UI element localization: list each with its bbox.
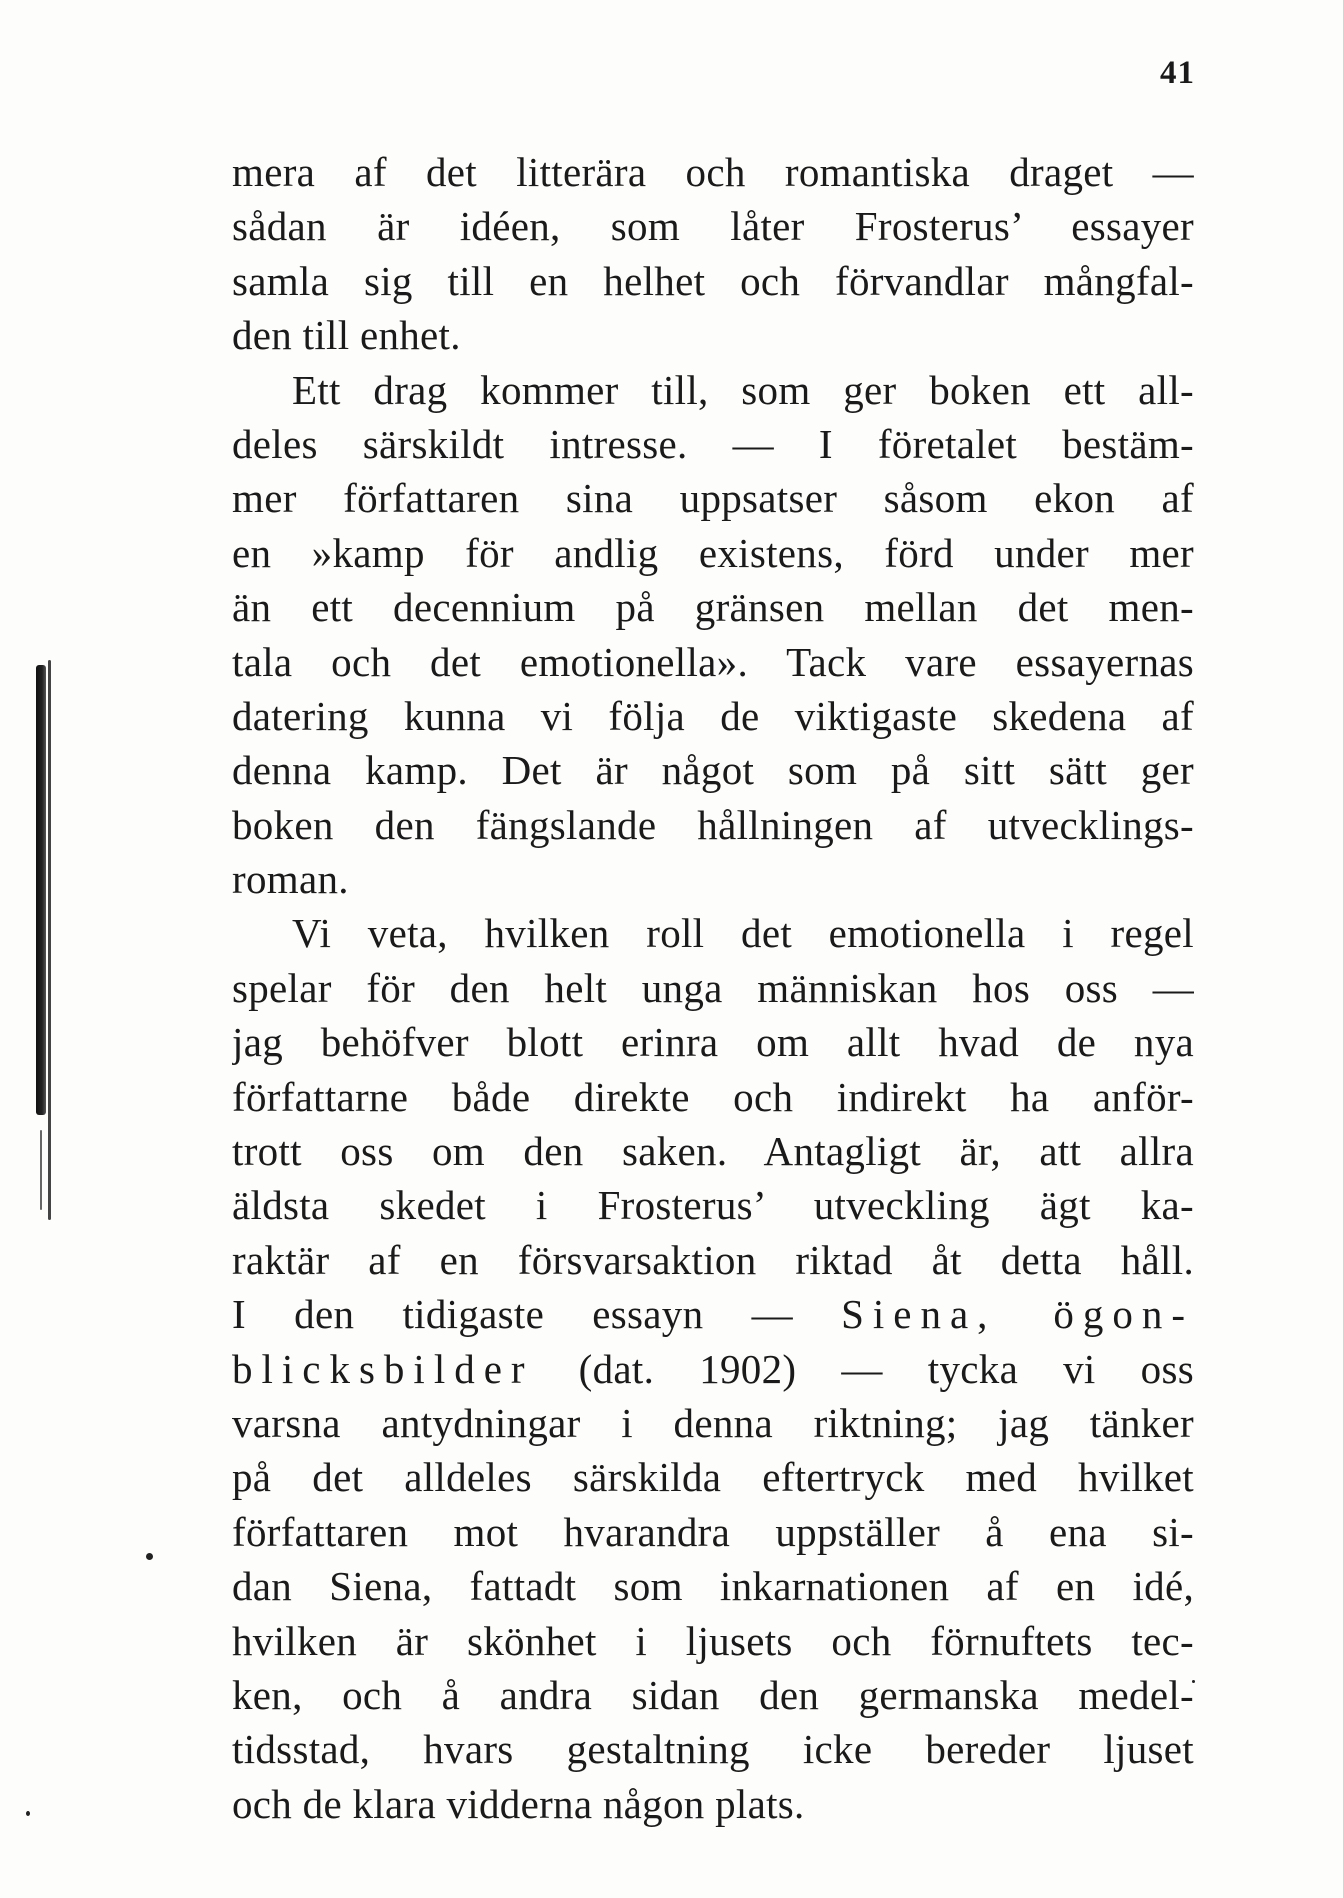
- binding-shadow-tick: [40, 1130, 42, 1210]
- text-line: hvilken är skönhet i ljusets och förnuftets tec-: [232, 1617, 1194, 1664]
- text-line: och de klara vidderna någon plats.: [232, 1780, 805, 1827]
- body-text: [232, 145, 1194, 1831]
- page-number: 41: [1160, 55, 1195, 91]
- text-line: datering kunna vi följa de viktigaste skedena af: [232, 692, 1194, 739]
- text-line: mer författaren sina uppsatser såsom ekon af: [232, 475, 1194, 522]
- spaced-title: blicksbilder: [232, 1345, 534, 1392]
- text-line: tala och det emotionella». Tack vare essayernas: [232, 638, 1194, 685]
- spaced-title: Siena, ögon-: [841, 1291, 1194, 1338]
- binding-shadow-line: [48, 660, 51, 1220]
- text-line: äldsta skedet i Frosterus’ utveckling ägt ka-: [232, 1182, 1194, 1229]
- text-line: varsna antydningar i denna riktning; jag tänker: [232, 1399, 1194, 1446]
- text-line-with-spaced-title: blicksbilder (dat. 1902) — tycka vi oss: [232, 1345, 1194, 1392]
- text-line: boken den fängslande hållningen af utvecklings-: [232, 801, 1194, 848]
- text-line: författarne både direkte och indirekt ha anför-: [232, 1073, 1194, 1120]
- binding-shadow: [36, 665, 46, 1115]
- text-line: tidsstad, hvars gestaltning icke bereder ljuset: [232, 1726, 1194, 1773]
- text-line: jag behöfver blott erinra om allt hvad de nya: [232, 1019, 1194, 1066]
- text-line: roman.: [232, 856, 349, 903]
- text-line: raktär af en försvarsaktion riktad åt detta håll.: [232, 1236, 1194, 1283]
- text-line: författaren mot hvarandra uppställer å ena si-: [232, 1508, 1194, 1555]
- text-line: på det alldeles särskilda eftertryck med hvilket: [232, 1454, 1194, 1501]
- text-line: sådan är idéen, som låter Frosterus’ essayer: [232, 203, 1194, 250]
- text-line: den till enhet.: [232, 312, 461, 359]
- text-line: denna kamp. Det är något som på sitt sätt ger: [232, 747, 1194, 794]
- text-line: deles särskildt intresse. — I företalet bestäm-: [232, 420, 1194, 467]
- paragraph-start: Ett drag kommer till, som ger boken ett all-: [292, 366, 1194, 413]
- ink-speck: [146, 1553, 153, 1560]
- text-line: mera af det litterära och romantiska draget —: [232, 149, 1194, 195]
- text-line-with-spaced-title: I den tidigaste essayn — Siena, ögon-: [232, 1291, 1194, 1338]
- ink-speck: [26, 1811, 30, 1816]
- text-line: trott oss om den saken. Antagligt är, att allra: [232, 1128, 1194, 1175]
- text-line: spelar för den helt unga människan hos oss —: [232, 964, 1194, 1011]
- text-line: ken, och å andra sidan den germanska medel-: [232, 1671, 1194, 1718]
- text-line: samla sig till en helhet och förvandlar mångfal-: [232, 257, 1194, 304]
- text-line: dan Siena, fattadt som inkarnationen af en idé,: [232, 1563, 1194, 1610]
- text-line: än ett decennium på gränsen mellan det men-: [232, 584, 1194, 631]
- paragraph-start: Vi veta, hvilken roll det emotionella i regel: [292, 910, 1194, 957]
- text-line: en »kamp för andlig existens, förd under mer: [232, 529, 1194, 576]
